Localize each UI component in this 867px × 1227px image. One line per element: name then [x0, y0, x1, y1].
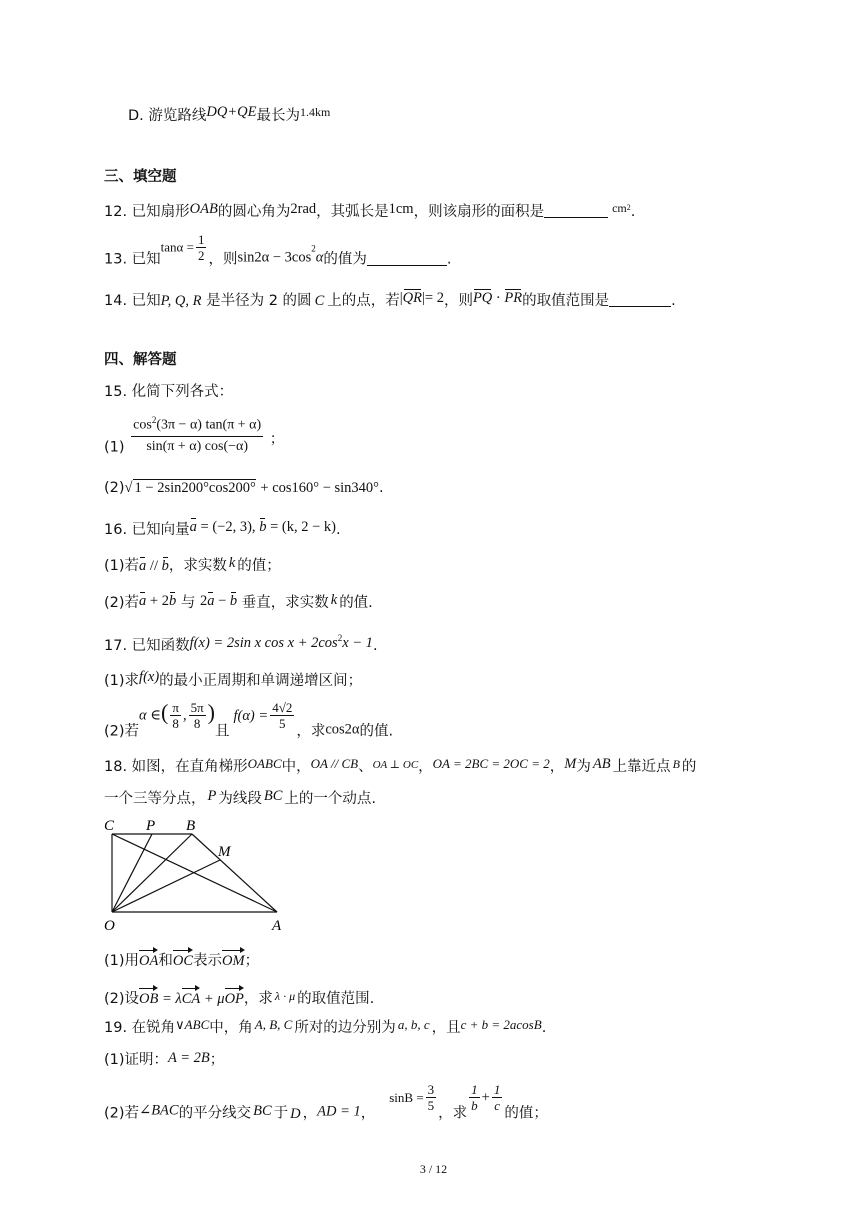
label-a: A	[272, 918, 282, 934]
q16-p1a: (1)若	[104, 558, 140, 574]
q19-line-1	[104, 1015, 546, 1038]
q16-part-1	[104, 553, 281, 576]
q16-p2-expr2	[200, 593, 237, 609]
q18-vec-op: OP	[225, 986, 244, 1009]
q17-p1b: 的最小正周期和单调递增区间；	[159, 673, 363, 689]
q13-sup: 2	[311, 243, 316, 254]
edge-ba	[192, 834, 277, 912]
q14-points: P, Q, R	[160, 293, 202, 309]
q17-int-num2: 5π	[190, 700, 204, 715]
q19-p2d: ，	[302, 1105, 318, 1122]
q17-p2a: (2)若	[104, 723, 140, 740]
q16-title-text: 16. 已知向量	[104, 522, 190, 538]
q19-bc: BC	[253, 1102, 272, 1119]
q12-text-a: 12. 已知扇形	[104, 204, 190, 220]
q18-part-1	[104, 948, 259, 971]
option-d-text: D. 游览路线	[128, 108, 207, 124]
page-number: 3 / 12	[419, 1162, 448, 1176]
q15-num-rest: (3π − α) tan(π + α)	[156, 417, 262, 433]
q19-fc-den: c	[494, 1098, 500, 1113]
q18-l1a: 18. 如图，在直角梯形	[104, 759, 248, 775]
q15-end: .	[378, 480, 384, 496]
q19-p1b: ；	[209, 1052, 225, 1068]
q17-int-close: )	[207, 699, 215, 725]
q19-p2f: ，求	[438, 1105, 468, 1122]
q19-sinb: sinB =	[389, 1089, 424, 1105]
q16-p1c: 的值；	[237, 558, 281, 574]
q14-end: .	[671, 293, 676, 309]
q19-p1-eq: A = 2B	[168, 1050, 210, 1066]
q16-title	[104, 517, 341, 540]
q15-part-1	[104, 410, 284, 460]
trapezoid-lines	[112, 834, 277, 912]
q16-b-val: = (k, 2 − k)	[266, 519, 336, 535]
question-14	[104, 288, 676, 311]
q16-p2-minus: −	[214, 593, 230, 609]
q17-p2b: 且	[214, 723, 230, 740]
q19-d: D	[290, 1105, 301, 1122]
q19-fb-den: b	[471, 1098, 478, 1113]
q16-p2-with: 与	[176, 595, 200, 611]
q17-val-num: 4√2	[272, 700, 293, 715]
q16-p1-vec-b: b	[161, 558, 169, 574]
q14-circle: C	[314, 293, 325, 309]
option-d-expr: DQ+QE	[206, 104, 257, 120]
q18-part-2	[104, 986, 374, 1009]
q16-p2-vec-b2: b	[229, 593, 238, 609]
q18-p2-eq: = λ	[158, 991, 182, 1007]
q19-ad: AD = 1	[317, 1103, 361, 1120]
option-d-mid: 最长为	[256, 108, 300, 124]
q13-frac-num: 1	[197, 232, 205, 247]
q13-answer-blank[interactable]	[367, 251, 447, 266]
q19-frac-b	[469, 1082, 480, 1113]
q17-cos2a: cos2α	[325, 721, 360, 738]
q15-numerator	[131, 410, 263, 437]
q17-val-den: 5	[279, 716, 286, 731]
q15-p2-label: (2)	[104, 480, 125, 496]
q17-part-2	[104, 700, 393, 744]
label-p: P	[146, 818, 156, 834]
q19-fb-num: 1	[471, 1082, 478, 1097]
q17-function	[190, 635, 373, 651]
q13-text-a: 13. 已知	[104, 251, 161, 268]
q19-sin-den: 5	[427, 1098, 435, 1113]
q18-l1b: 中，	[281, 759, 311, 775]
q17-alpha-in: α ∈	[139, 707, 162, 724]
q13-frac-den: 2	[197, 248, 205, 263]
q17-p2d: 的值.	[359, 723, 394, 740]
q17-int-den1: 8	[172, 716, 179, 731]
q19-p2c: 于	[273, 1105, 289, 1122]
q18-vec-om: OM	[222, 948, 245, 971]
q14-text-b: 是半径为 2 的圆	[206, 293, 312, 309]
q19-l1b: 中，角	[209, 1020, 253, 1036]
q15-num-cos: cos	[133, 417, 152, 433]
segment-om	[112, 860, 220, 912]
section-solutions-title: 四、解答题	[104, 352, 177, 368]
q17-int-right	[189, 700, 206, 731]
q18-p2c: 的取值范围.	[297, 991, 375, 1007]
q18-vec-ob: OB	[139, 986, 158, 1009]
q12-text-c: 的圆心角为	[217, 204, 291, 220]
q15-sqrt-expr: 1 − 2sin200°cos200°	[134, 480, 256, 496]
q18-p2a: (2)设	[104, 991, 140, 1007]
q17-int-comma: ,	[182, 707, 187, 724]
q14-text-e: 的取值范围是	[522, 293, 610, 309]
q19-l1c: 所对的边分别为	[294, 1020, 396, 1036]
q19-part-1	[104, 1048, 224, 1070]
q19-frac-c	[492, 1082, 503, 1113]
option-d	[128, 102, 330, 126]
label-c: C	[104, 818, 115, 834]
q12-answer-blank[interactable]	[544, 203, 608, 218]
q16-vector-b: b	[259, 519, 267, 535]
q15-num-sup: 2	[151, 415, 157, 425]
q16-p2b: 垂直，求实数	[237, 595, 329, 611]
q18-l1e: ，	[549, 759, 565, 775]
q17-value	[270, 700, 294, 731]
q17-int-left	[170, 700, 181, 731]
q15-p1-label: (1)	[104, 439, 125, 456]
q16-part-2	[104, 590, 373, 613]
q17-title	[104, 628, 378, 656]
q13-expr: sin2α − 3cos	[237, 249, 312, 266]
q17-end: .	[372, 637, 378, 654]
diag-ob	[112, 834, 192, 912]
q18-oacb: OA // CB	[310, 756, 359, 771]
q19-angles: A, B, C	[254, 1017, 293, 1032]
q18-p1c: 表示	[193, 953, 223, 969]
q19-l1a: 19. 在锐角	[104, 1020, 176, 1036]
q19-l1d: ，且	[431, 1020, 461, 1036]
q18-b: B	[672, 757, 680, 771]
q12-unit-sup: 2	[626, 203, 631, 213]
q16-vectors	[190, 519, 336, 535]
question-13	[104, 232, 451, 272]
q14-dot: ·	[492, 290, 505, 306]
q15-semi: ；	[269, 431, 285, 448]
q19-p2e: ，	[360, 1105, 376, 1122]
q13-text-b: ，则	[208, 251, 238, 268]
q16-p2-vec-b: b	[168, 593, 177, 609]
q17-fx2: x − 1	[342, 634, 373, 651]
q17-sup: 2	[337, 633, 343, 643]
q15-rest: + cos160° − sin340°	[260, 480, 379, 496]
q14-text-c: 上的点，若	[327, 293, 400, 309]
q18-l1h: 的	[681, 759, 697, 775]
q19-p2a: (2)若	[104, 1105, 140, 1122]
q19-p1a: (1)证明：	[104, 1052, 169, 1068]
q19-fc-num: 1	[493, 1082, 501, 1097]
q12-text-e: ，其弧长是	[316, 204, 389, 220]
q17-int-num1: π	[172, 700, 179, 715]
q12-sector: OAB	[189, 201, 218, 217]
label-b: B	[186, 818, 196, 834]
q18-l1f: 为	[576, 759, 591, 775]
q13-alpha: α	[315, 249, 324, 266]
q19-triangle: ∨ABC	[175, 1017, 210, 1032]
q17-p2c: ，求	[296, 723, 326, 740]
q13-text-c: 的值为	[323, 251, 367, 268]
q18-vec-oc: OC	[173, 948, 193, 971]
q18-oabc: OABC	[247, 756, 282, 771]
q18-eqs: OA = 2BC = 2OC = 2	[432, 756, 550, 771]
q17-p1a: (1)求	[104, 673, 140, 689]
q12-angle: 2rad	[290, 201, 317, 217]
q14-vector-pr: PR	[504, 290, 523, 306]
q16-p2a: (2)若	[104, 595, 140, 611]
option-d-value: 1.4km	[299, 105, 331, 119]
q19-plus: +	[481, 1089, 490, 1106]
q16-p2-plus: + 2	[146, 593, 169, 609]
q16-p2-vec-a2: a	[207, 593, 215, 609]
q18-p2b: ，求	[243, 991, 273, 1007]
q16-p2-expr	[139, 593, 176, 609]
q18-p1a: (1)用	[104, 953, 140, 969]
q16-p2-k: k	[330, 592, 338, 608]
q18-p: P	[207, 788, 217, 804]
q19-condition: c + b = 2acosB	[460, 1017, 542, 1032]
q18-lambda-mu: λ · μ	[274, 989, 296, 1003]
q12-unit: cm	[612, 201, 627, 215]
label-m: M	[218, 844, 231, 860]
q14-eq: = 2	[424, 290, 444, 306]
q19-p2b: 的平分线交	[178, 1105, 252, 1122]
section-fill-in-title: 三、填空题	[104, 169, 177, 185]
q18-line-2	[104, 786, 376, 809]
q18-p1d: ；	[244, 953, 260, 969]
q17-int-den2: 8	[193, 716, 201, 731]
q18-m: M	[564, 756, 577, 772]
q18-l1g: 上靠近点	[612, 759, 671, 775]
q16-p2c: 的值.	[339, 595, 373, 611]
q17-part-1	[104, 667, 362, 691]
q16-p1-k: k	[228, 555, 236, 571]
q15-denominator: sin(π + α) cos(−α)	[146, 438, 249, 454]
q12-arc: 1cm	[388, 201, 414, 217]
q16-a-val: = (−2, 3),	[196, 519, 260, 535]
q16-p1-par: //	[146, 558, 162, 574]
q18-perp: OA ⊥ OC	[372, 759, 419, 771]
q14-vector-pq: PQ	[472, 290, 493, 306]
label-o: O	[104, 918, 115, 934]
q12-text-g: ，则该扇形的面积是	[413, 204, 545, 220]
q16-p2-two: 2	[199, 593, 208, 609]
q16-end: .	[335, 522, 341, 538]
q19-end: .	[541, 1020, 547, 1036]
q16-vector-a: a	[189, 519, 197, 535]
q14-text-d: ，则	[443, 293, 473, 309]
q16-p1-vec-a: a	[139, 558, 147, 574]
q18-p1b: 和	[158, 953, 173, 969]
q18-l1d: ，	[418, 759, 433, 775]
q13-tan: tanα =	[160, 239, 194, 255]
q18-ab: AB	[592, 756, 611, 772]
q19-sin-num: 3	[427, 1082, 435, 1097]
q18-p2-plus: + μ	[200, 991, 225, 1007]
q13-fraction	[196, 232, 207, 263]
q18-vec-ca: CA	[182, 986, 201, 1009]
q15-part-2	[104, 478, 384, 498]
q17-p1-f: f(x)	[139, 669, 160, 685]
q18-l1c: 、	[358, 759, 373, 775]
q16-p2-vec-a: a	[139, 593, 147, 609]
q14-vector-qr: QR	[402, 290, 422, 306]
q19-sides: a, b, c	[397, 1017, 430, 1032]
q17-title-text: 17. 已知函数	[104, 637, 190, 654]
q18-line-1	[104, 754, 696, 777]
q17-interval: (	[161, 699, 169, 725]
q18-l2: 一个三等分点，	[104, 791, 206, 807]
q19-angle: ∠BAC	[139, 1102, 179, 1119]
q15-sqrt: √ 1 − 2sin200°cos200°	[124, 480, 256, 496]
q15-fraction	[131, 410, 263, 457]
q12-end: .	[630, 204, 636, 220]
q14-abs-qr: |QR|	[399, 290, 425, 306]
q13-end: .	[446, 251, 452, 268]
segment-op	[112, 834, 152, 912]
q15-title: 15. 化简下列各式：	[104, 384, 234, 400]
q17-f-alpha: f(α) =	[233, 707, 269, 724]
q14-text-a: 14. 已知	[104, 293, 161, 309]
question-12	[104, 198, 635, 222]
q17-fx: f(x) = 2sin x cos x + 2cos	[189, 634, 338, 651]
q18-vec-oa: OA	[139, 948, 158, 971]
q19-sin-frac	[426, 1082, 437, 1113]
q19-p2g: 的值；	[504, 1105, 548, 1122]
q19-part-2	[104, 1082, 548, 1122]
q16-p1b: ，求实数	[168, 558, 227, 574]
trapezoid-figure	[100, 812, 300, 934]
q18-l2b: 为线段	[218, 791, 262, 807]
q14-answer-blank[interactable]	[609, 292, 671, 307]
q18-bc: BC	[263, 788, 283, 804]
q18-l2c: 上的一个动点.	[284, 791, 376, 807]
